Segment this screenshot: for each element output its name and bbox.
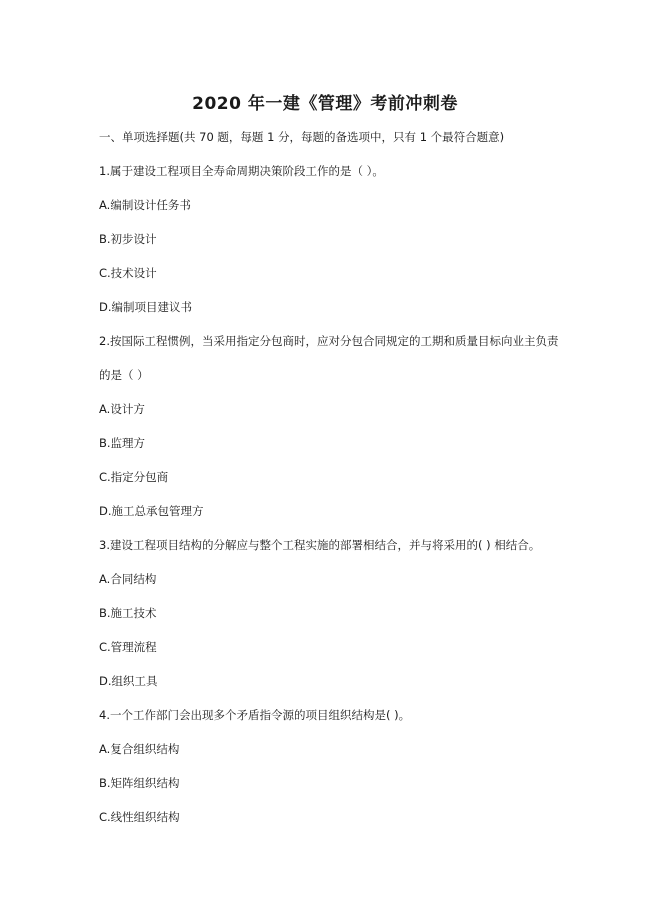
document-title: 2020 年一建《管理》考前冲刺卷	[192, 94, 458, 114]
question-1-stem: 1.属于建设工程项目全寿命周期决策阶段工作的是（ ）。	[99, 164, 384, 178]
question-2-stem-line-2: 的是（ ）	[99, 368, 149, 382]
question-1-option-c: C.技术设计	[99, 266, 157, 280]
question-1-option-d: D.编制项目建议书	[99, 300, 193, 314]
question-3-option-b: B.施工技术	[99, 606, 157, 620]
question-4-option-b: B.矩阵组织结构	[99, 776, 180, 790]
question-3-option-c: C.管理流程	[99, 640, 157, 654]
section-heading: 一、单项选择题(共 70 题，每题 1 分，每题的备选项中，只有 1 个最符合题意)	[99, 130, 505, 144]
question-2-stem-line-1: 2.按国际工程惯例，当采用指定分包商时，应对分包合同规定的工期和质量目标向业主负责	[99, 334, 559, 348]
question-3-stem: 3.建设工程项目结构的分解应与整个工程实施的部署相结合，并与将采用的( ) 相结合。	[99, 538, 541, 552]
question-2-option-c: C.指定分包商	[99, 470, 169, 484]
question-4-option-c: C.线性组织结构	[99, 810, 180, 824]
question-1-option-a: A.编制设计任务书	[99, 198, 191, 212]
question-2-option-b: B.监理方	[99, 436, 146, 450]
question-4-stem: 4.一个工作部门会出现多个矛盾指令源的项目组织结构是( )。	[99, 708, 411, 722]
question-4-option-a: A.复合组织结构	[99, 742, 180, 756]
question-1-option-b: B.初步设计	[99, 232, 157, 246]
question-3-option-d: D.组织工具	[99, 674, 158, 688]
question-2-option-d: D.施工总承包管理方	[99, 504, 204, 518]
question-2-option-a: A.设计方	[99, 402, 145, 416]
question-3-option-a: A.合同结构	[99, 572, 157, 586]
